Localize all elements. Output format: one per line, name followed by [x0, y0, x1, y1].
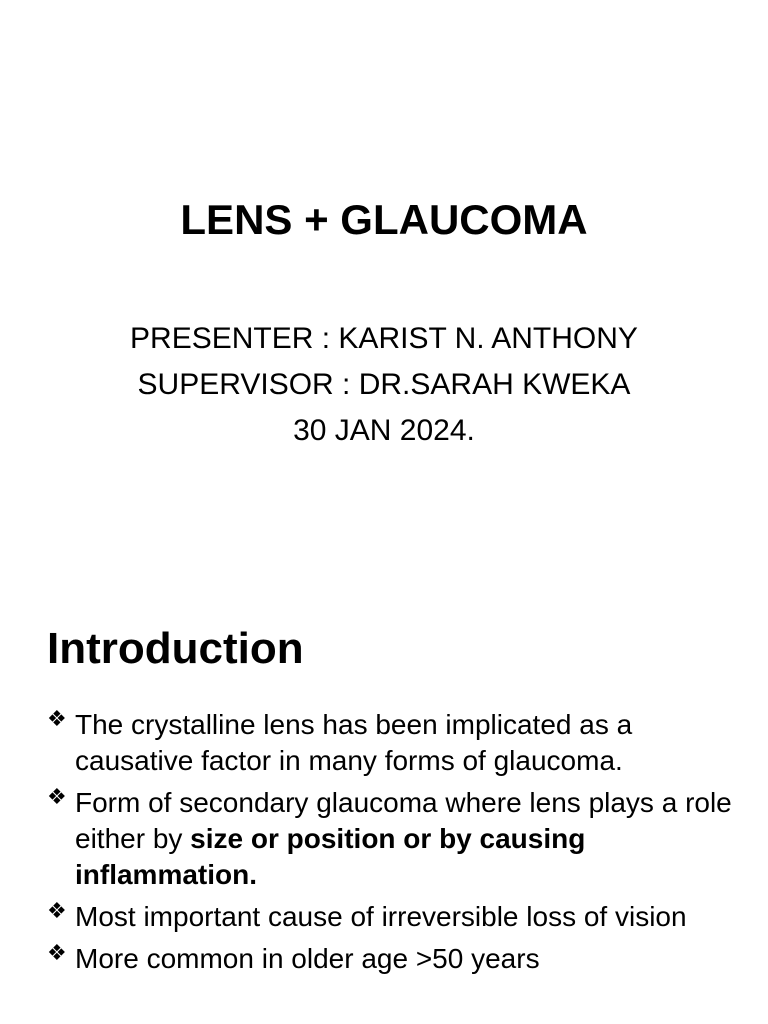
- presenter-line: PRESENTER : KARIST N. ANTHONY: [130, 322, 638, 355]
- bullet-text-bold: size or position or by causing inflammation.: [75, 823, 586, 890]
- introduction-slide: [0, 576, 768, 1024]
- list-item: [47, 941, 737, 977]
- bullet-text: Form of secondary glaucoma where lens plays a role either by: [75, 787, 732, 854]
- date-line: 30 JAN 2024.: [293, 414, 475, 447]
- supervisor-line: SUPERVISOR : DR.SARAH KWEKA: [137, 368, 631, 401]
- slide-title: LENS + GLAUCOMA: [180, 196, 588, 243]
- bullet-text: Most important cause of irreversible loss of vision: [75, 901, 687, 932]
- slide-heading: Introduction: [47, 624, 304, 673]
- bullet-text: More common in older age >50 years: [75, 943, 540, 974]
- diamond-bullet-icon: ❖: [47, 898, 67, 923]
- list-item: [47, 899, 737, 935]
- list-item: [47, 785, 737, 893]
- diamond-bullet-icon: ❖: [47, 784, 67, 809]
- slide-subtitle: [0, 316, 768, 454]
- bullet-text: The crystalline lens has been implicated as a causative factor in many forms of glaucoma.: [75, 709, 633, 776]
- list-item: [47, 707, 737, 779]
- diamond-bullet-icon: ❖: [47, 706, 67, 731]
- bullet-list: [47, 707, 737, 983]
- diamond-bullet-icon: ❖: [47, 940, 67, 965]
